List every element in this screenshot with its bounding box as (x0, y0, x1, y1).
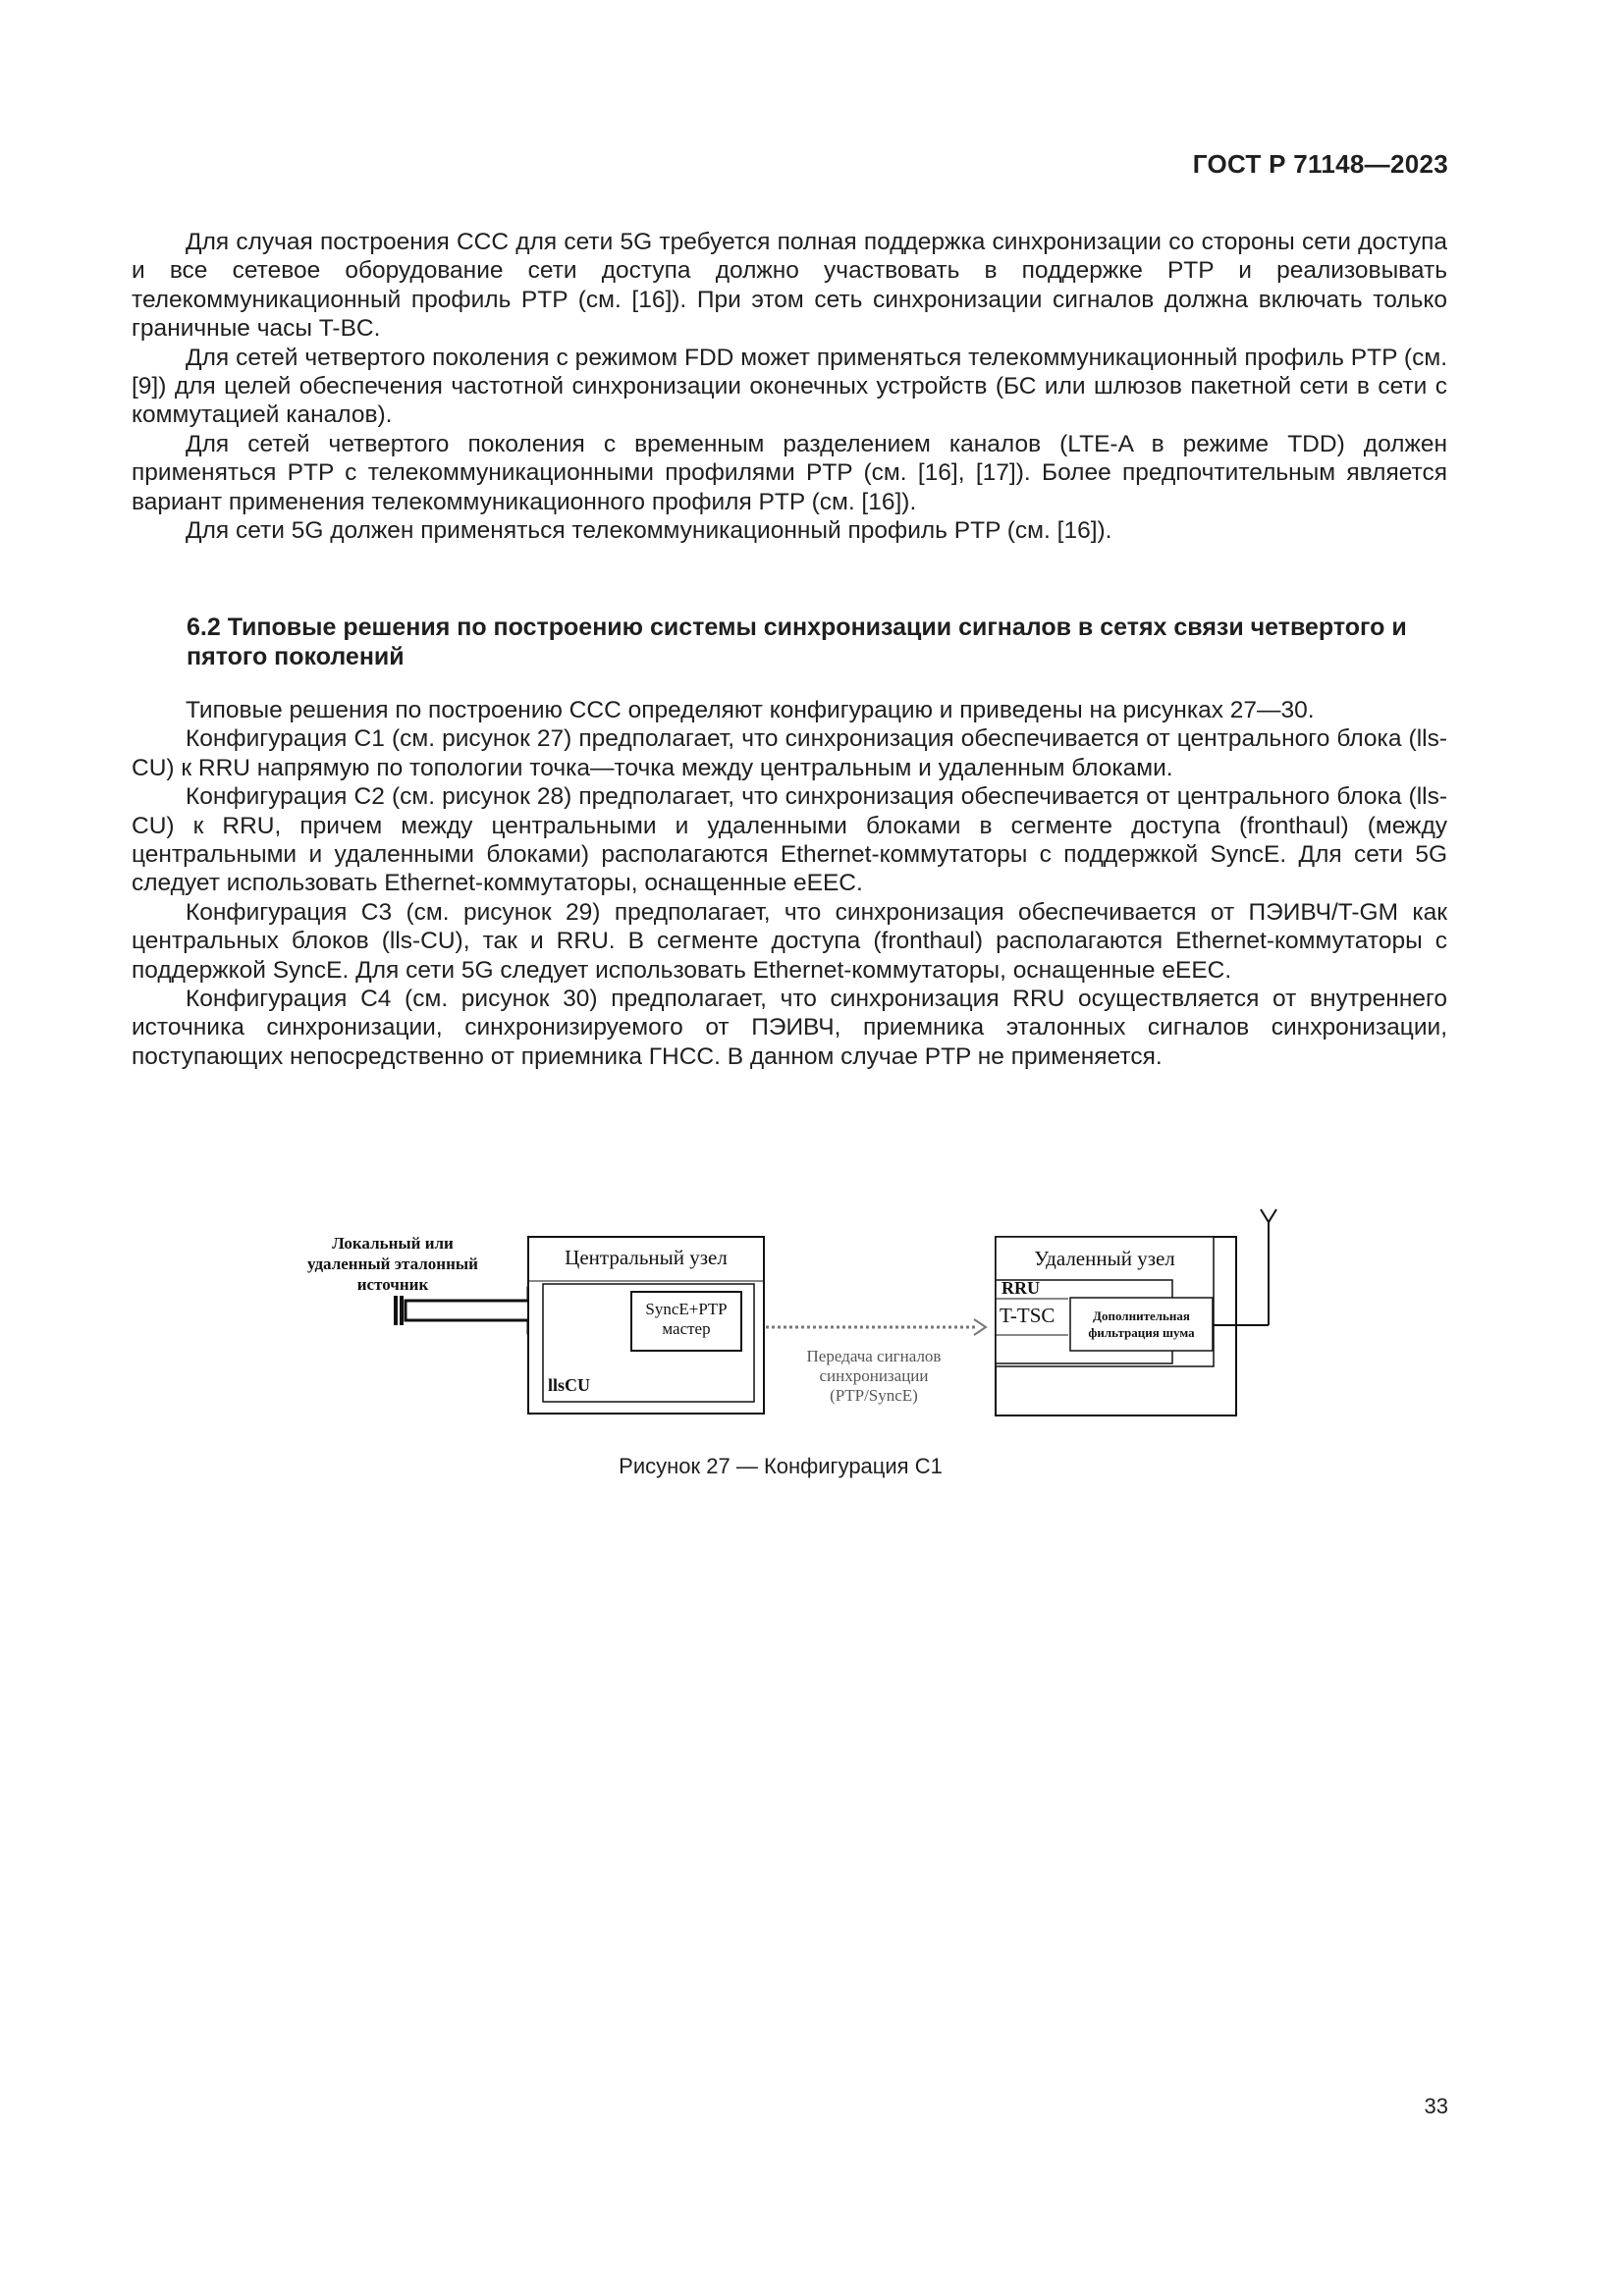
central-node-title: Центральный узел (565, 1246, 728, 1269)
filter-line: фильтрация шума (1088, 1325, 1195, 1340)
llscu-label: llsCU (548, 1375, 591, 1395)
transfer-arrow (766, 1319, 986, 1335)
paragraph: Для сети 5G должен применяться телекоммуникационный профиль PTP (см. [16]). (186, 517, 1112, 545)
paragraph: Конфигурация С4 (см. рисунок 30) предполагает, что синхронизация RRU осуществляется от внутреннего источника синхронизации, синхронизируемого от ПЭИВЧ, приемника эталонных сигналов синхронизации, поступающих непосредственно от приемника ГНСС. В данном случае PTP не применяется. (132, 986, 1447, 1070)
paragraph: Конфигурация С3 (см. рисунок 29) предполагает, что синхронизация обеспечивается от ПЭИВЧ/T-GM как центральных блоков (lls-CU), так и RRU. В сегменте доступа (fronthaul) располагаются Ethernet-коммутаторы с поддержкой SyncE. Для сети 5G следует использовать Ethernet-коммутаторы, оснащенные eEEC. (132, 898, 1447, 984)
paragraph: Для случая построения ССС для сети 5G требуется полная поддержка синхронизации со стороны сети доступа и все сетевое оборудование сети доступа должно участвовать в поддержке PTP и реализовывать телекоммуникационный профиль PTP (см. [16]). При этом сеть синхронизации сигналов должна включать только граничные часы T-BC. (132, 229, 1447, 343)
figure-caption: Рисунок 27 — Конфигурация С1 (619, 1454, 943, 1478)
paragraph: Конфигурация С1 (см. рисунок 27) предполагает, что синхронизация обеспечивается от центрального блока (lls-CU) к RRU напрямую по топологии точка—точка между центральным и удаленным блоками. (132, 725, 1447, 781)
figure-27-diagram (275, 1207, 1296, 1443)
transfer-line: (PTP/SyncE) (830, 1386, 918, 1405)
synce-line: мастер (662, 1319, 711, 1338)
transfer-label (766, 1347, 982, 1406)
filter-line: Дополнительная (1093, 1308, 1190, 1323)
synce-line: SyncE+PTP (645, 1300, 728, 1318)
paragraph: Для сетей четвертого поколения с временным разделением каналов (LTE-A в режиме TDD) должен применяться PTP с телекоммуникационными профилями PTP (см. [16], [17]). Более предпочтительным является вариант применения телекоммуникационного профиля PTP (см. [16]). (132, 430, 1447, 515)
source-label-line: удаленный эталонный (307, 1255, 478, 1273)
paragraph: Для сетей четвертого поколения с режимом FDD может применяться телекоммуникационный профиль PTP (см. [9]) для целей обеспечения частотной синхронизации оконечных устройств (БС или шлюзов пакетной сети в сети с коммутацией каналов). (132, 344, 1447, 429)
section-heading: 6.2 Типовые решения по построению системы синхронизации сигналов в сетях связи четвертого и пятого поколений (187, 614, 1407, 670)
transfer-line: синхронизации (819, 1366, 929, 1385)
ttsc-label: T-TSC (1000, 1304, 1056, 1327)
paragraph: Конфигурация С2 (см. рисунок 28) предполагает, что синхронизация обеспечивается от центрального блока (lls-CU) к RRU, причем между центральными и удаленными блоками в сегменте доступа (fronthaul) (между центральными и удаленными блоками) располагаются Ethernet-коммутаторы с поддержкой SyncE. Для сети 5G следует использовать Ethernet-коммутаторы, оснащенные eEEC. (132, 783, 1447, 897)
source-label-line: источник (356, 1275, 429, 1294)
transfer-line: Передача сигналов (806, 1347, 942, 1365)
remote-node-title: Удаленный узел (1034, 1247, 1175, 1270)
source-label-line: Локальный или (332, 1234, 454, 1253)
source-label (275, 1233, 511, 1295)
intro-paragraphs (132, 228, 1447, 545)
source-arrow (394, 1290, 548, 1331)
synce-ptp-master (631, 1300, 741, 1339)
noise-filter-label (1072, 1308, 1211, 1341)
section-paragraphs (132, 696, 1447, 1071)
rru-label: RRU (1001, 1278, 1040, 1298)
paragraph: Типовые решения по построению ССС определяют конфигурацию и приведены на рисунках 27—30. (186, 697, 1315, 723)
document-id: ГОСТ Р 71148—2023 (1192, 149, 1448, 179)
page-number: 33 (1424, 2094, 1448, 2118)
